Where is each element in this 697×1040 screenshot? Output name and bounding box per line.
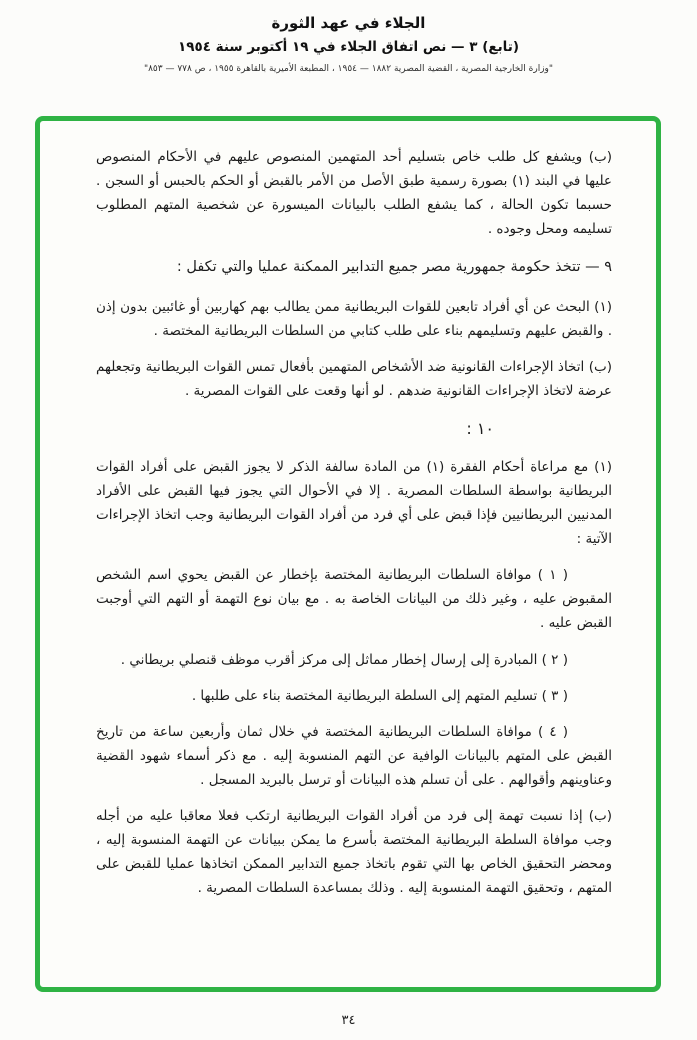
page-header <box>0 0 697 74</box>
article-10-heading: ١٠ : <box>466 418 494 438</box>
article-10-sub-item-3: ( ٣ ) تسليم المتهم إلى السلطة البريطانية المختصة بناء على طلبها . <box>191 687 568 704</box>
page-number: ٣٤ <box>341 1013 356 1028</box>
article-10-item-1: (١) مع مراعاة أحكام الفقرة (١) من المادة سالفة الذكر لا يجوز القبض على أفراد القوات البريطانية بواسطة السلطات المصرية . إلا في الأحوال التي يجوز فيها القبض على الأفراد المدنيين البريطانيين فإذا قبض على أي فرد من أفراد القوات البريطانية وجب اتخاذ الإجراءات الآتية : <box>96 459 612 548</box>
highlight-frame <box>35 116 661 992</box>
article-10-sub-item-2: ( ٢ ) المبادرة إلى إرسال إخطار مماثل إلى مركز أقرب موظف قنصلي بريطاني . <box>120 651 568 668</box>
document-subtitle: (تابع) ٣ — نص اتفاق الجلاء في ١٩ أكتوبر سنة ١٩٥٤ <box>177 39 519 55</box>
article-10-sub-item-4: ( ٤ ) موافاة السلطات البريطانية المختصة في خلال ثمان وأربعين ساعة من تاريخ القبض على المتهم بالبيانات الوافية عن التهم المنسوبة إليه . مع ذكر أسماء شهود القضية وعناوينهم وأقوالهم . على أن تسلم هذه البيانات أو ترسل بالبريد المسجل . <box>96 723 612 788</box>
article-9-item-1: (١) البحث عن أي أفراد تابعين للقوات البريطانية ممن يطالب بهم كهاربين أو غائبين بدون إذن . والقبض عليهم وتسليمهم بناء على طلب كتابي من السلطات البريطانية المختصة . <box>96 298 612 339</box>
source-citation: "وزارة الخارجية المصرية ، القضية المصرية ١٨٨٢ — ١٩٥٤ ، المطبعة الأميرية بالقاهرة ١٩٥٥ ، ص ٧٧٨ — ٨٥٣" <box>143 64 554 74</box>
document-title: الجلاء في عهد الثورة <box>271 14 426 32</box>
article-10-sub-item-1: ( ١ ) موافاة السلطات البريطانية المختصة بإخطار عن القبض يحوي اسم الشخص المقبوض عليه ، وغير ذلك من البيانات الخاصة به . مع بيان نوع التهمة أو التهم التي أوجبت القبض عليه . <box>96 567 612 632</box>
agreement-text <box>96 145 612 900</box>
article-9-item-b: (ب) اتخاذ الإجراءات القانونية ضد الأشخاص المتهمين بأفعال تمس القوات البريطانية وتجعلهم عرضة لاتخاذ الإجراءات القانونية ضدهم . لو أنها وقعت على القوات المصرية . <box>96 358 612 399</box>
article-10-item-b: (ب) إذا نسبت تهمة إلى فرد من أفراد القوات البريطانية ارتكب فعلا معاقبا عليه من أجله وجب موافاة السلطة البريطانية المختصة بأسرع ما يمكن ببيانات عن التهمة المنسوبة إليه ، ومحضر التحقيق الخاص بها التي تقوم باتخاذ جميع التدابير الممكن اتخاذها عمليا للقبض على المتهم ، وتحقيق التهمة المنسوبة إليه . وذلك بمساعدة السلطات المصرية . <box>96 807 612 896</box>
article-9-heading: ٩ — تتخذ حكومة جمهورية مصر جميع التدابير الممكنة عمليا والتي تكفل : <box>176 259 612 276</box>
clause-b-extradition-request: (ب) ويشفع كل طلب خاص بتسليم أحد المتهمين المنصوص عليهم في الأحكام المنصوص عليها في البند (١) بصورة رسمية طبق الأصل من الأمر بالقبض أو الحكم بالحبس أو السجن . حسبما تكون الحالة ، كما يشفع الطلب بالبيانات الميسورة عن شخصية المتهم المطلوب تسليمه ومحل وجوده . <box>96 149 612 238</box>
